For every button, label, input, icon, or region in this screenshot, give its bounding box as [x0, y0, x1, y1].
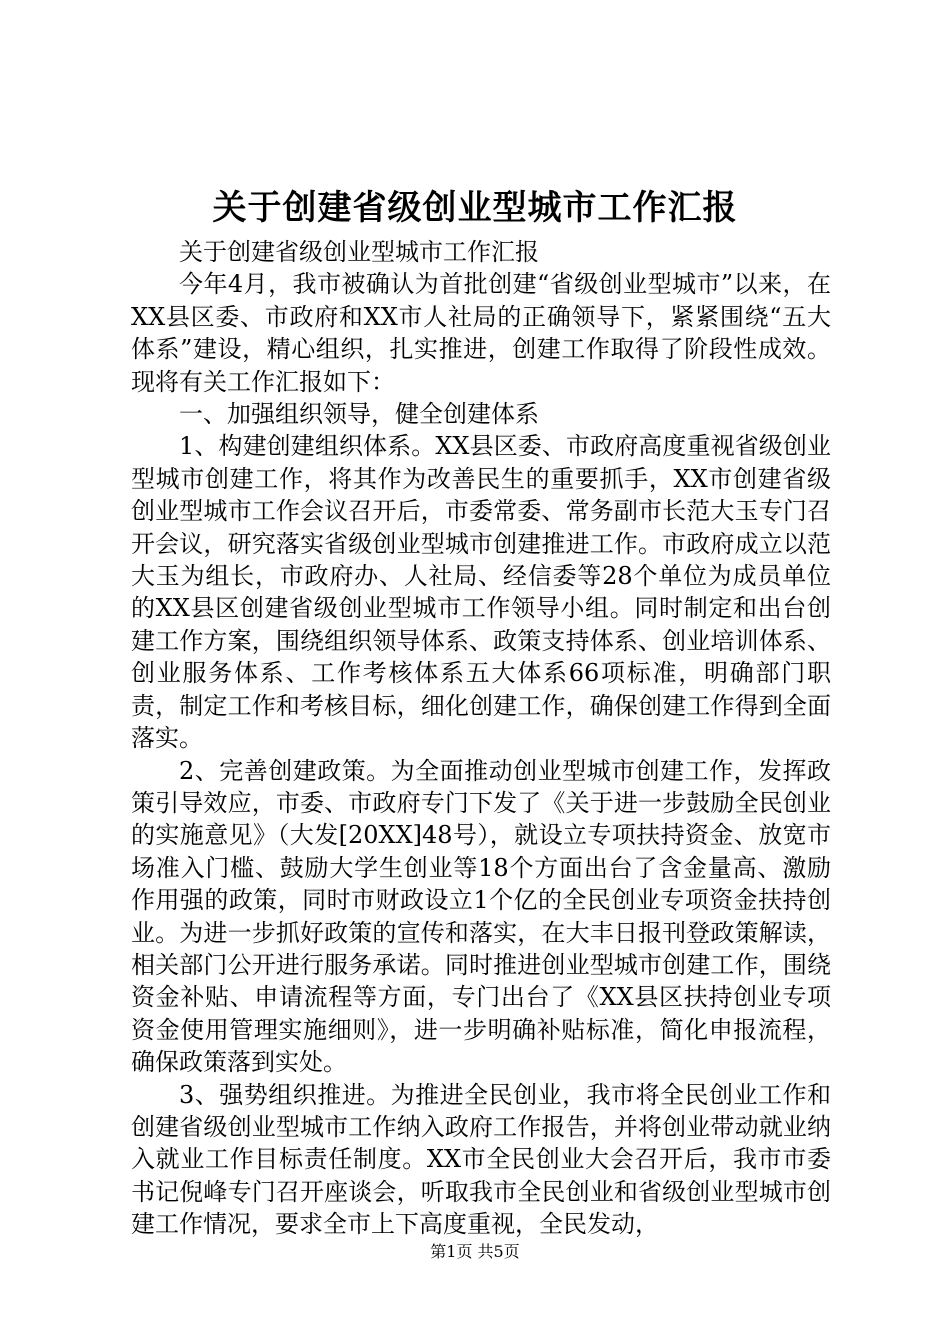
paragraph-item-1: 1、构建创建组织体系。XX县区委、市政府高度重视省级创业型城市创建工作，将其作为改善民生的重要抓手，XX市创建省级创业型城市工作会议召开后，市委常委、常务副市长范大玉专门召开会议，研究落实省级创业型城市创建推进工作。市政府成立以范大玉为组长，市政府办、人社局、经信委等28个单位为成员单位的XX县区创建省级创业型城市工作领导小组。同时制定和出台创建工作方案，围绕组织领导体系、政策支持体系、创业培训体系、创业服务体系、工作考核体系五大体系66项标准，明确部门职责，制定工作和考核目标，细化创建工作，确保创建工作得到全面落实。 [131, 432, 831, 753]
section-heading-1: 一、加强组织领导，健全创建体系 [179, 400, 539, 429]
paragraph-subtitle: 关于创建省级创业型城市工作汇报 [179, 238, 539, 266]
document-title: 关于创建省级创业型城市工作汇报 [212, 188, 738, 228]
paragraph-intro: 今年4月，我市被确认为首批创建“省级创业型城市”以来，在XX县区委、市政府和XX市人社局的正确领导下，紧紧围绕“五大体系”建设，精心组织，扎实推进，创建工作取得了阶段性成效。现将有关工作汇报如下： [131, 270, 831, 396]
page-footer: 第1页 共5页 [430, 1242, 520, 1261]
document-body [131, 236, 831, 1241]
paragraph-item-2: 2、完善创建政策。为全面推动创业型城市创建工作，发挥政策引导效应，市委、市政府专门下发了《关于进一步鼓励全民创业的实施意见》（大发[20XX]48号），就设立专项扶持资金、放宽市场准入门槛、鼓励大学生创业等18个方面出台了含金量高、激励作用强的政策，同时市财政设立1个亿的全民创业专项资金扶持创业。为进一步抓好政策的宣传和落实，在大丰日报刊登政策解读，相关部门公开进行服务承诺。同时推进创业型城市创建工作，围绕资金补贴、申请流程等方面，专门出台了《XX县区扶持创业专项资金使用管理实施细则》，进一步明确补贴标准，简化申报流程，确保政策落到实处。 [131, 756, 831, 1077]
paragraph-item-3: 3、强势组织推进。为推进全民创业，我市将全民创业工作和创建省级创业型城市工作纳入政府工作报告，并将创业带动就业纳入就业工作目标责任制度。XX市全民创业大会召开后，我市市委书记倪峰专门召开座谈会，听取我市全民创业和省级创业型城市创建工作情况，要求全市上下高度重视，全民发动， [131, 1080, 831, 1239]
